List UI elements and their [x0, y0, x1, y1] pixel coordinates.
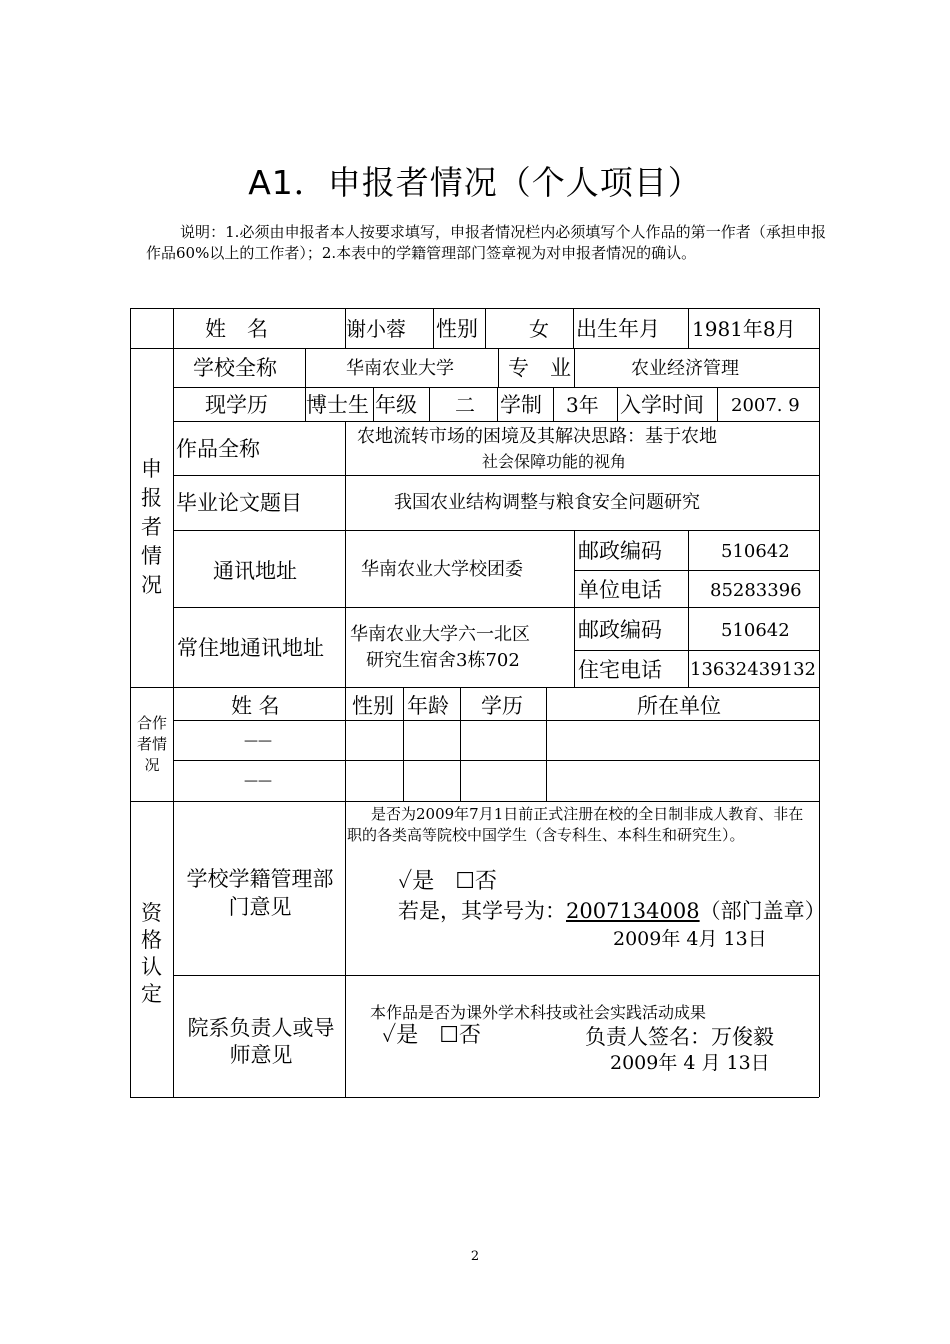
name-label: 姓 名 — [205, 317, 268, 341]
thesis-title: 我国农业结构调整与粮食安全问题研究 — [394, 492, 700, 513]
check-icon[interactable]: ✓ — [382, 1023, 397, 1048]
coauthor-header-unit: 所在单位 — [637, 694, 721, 718]
home-address-line1: 华南农业大学六一北区 — [350, 624, 530, 645]
zip-label: 邮政编码 — [578, 539, 662, 563]
education-value: 博士生 — [306, 393, 369, 417]
birth-label: 出生年月 — [576, 317, 660, 341]
work-title-label: 作品全称 — [176, 437, 260, 461]
grade-label: 年级 — [375, 393, 417, 417]
coauthor-row-1-name: —— — [244, 733, 272, 749]
thesis-label: 毕业论文题目 — [176, 491, 302, 515]
enroll-value: 2007. 9 — [731, 395, 800, 416]
school-name: 华南农业大学 — [346, 358, 454, 379]
check-icon[interactable]: ✓ — [398, 869, 413, 894]
duration-value: 3年 — [566, 393, 599, 417]
signature: 万俊毅 — [711, 1025, 774, 1049]
student-id-line: 若是，其学号为：2007134008（部门盖章） — [398, 899, 826, 923]
home-phone-label: 住宅电话 — [578, 658, 662, 682]
unit-phone-label: 单位电话 — [578, 578, 662, 602]
instructions-note: 说明：1.必须由申报者本人按要求填写，申报者情况栏内必须填写个人作品的第一作者（承担申报作品60%以上的工作者）；2.本表中的学籍管理部门签章视为对申报者情况的确认。 — [146, 223, 826, 262]
coauthor-row-2-name: —— — [244, 773, 272, 789]
home-address-label: 常住地通讯地址 — [177, 636, 324, 660]
birth-date: 1981年8月 — [692, 317, 796, 341]
advisor-question: 本作品是否为课外学术科技或社会实践活动成果 — [370, 1003, 707, 1022]
address-value: 华南农业大学校团委 — [361, 559, 523, 580]
advisor-opinion-options: ✓是 ☐否 — [382, 1023, 481, 1048]
school-question: 是否为2009年7月1日前正式注册在校的全日制非成人教育、非在职的各类高等院校中国学生（含专科生、本科生和研究生）。 — [347, 805, 804, 844]
duration-label: 学制 — [500, 393, 542, 417]
grade-value: 二 — [455, 393, 475, 417]
advisor-date: 2009年 4 月 13日 — [610, 1052, 770, 1074]
school-date: 2009年 4月 13日 — [613, 928, 767, 950]
unit-phone-value: 85283396 — [710, 580, 802, 601]
education-label: 现学历 — [205, 393, 268, 417]
applicant-section-label: 申报者情况 — [141, 457, 162, 597]
advisor-label: 院系负责人或导师意见 — [187, 1016, 335, 1067]
zip-value: 510642 — [721, 541, 790, 562]
gender-label: 性别 — [436, 317, 478, 341]
home-address-line2: 研究生宿舍3栋702 — [366, 650, 520, 671]
enroll-label: 入学时间 — [620, 393, 704, 417]
zip2-label: 邮政编码 — [578, 618, 662, 642]
school-dept-label: 学校学籍管理部门意见 — [186, 867, 334, 919]
page-number: 2 — [470, 1249, 480, 1264]
applicant-gender: 女 — [529, 317, 549, 341]
signature-line: 负责人签名：万俊毅 — [585, 1025, 774, 1049]
coauthor-header-age: 年龄 — [407, 694, 449, 718]
home-phone-value: 13632439132 — [690, 659, 816, 680]
school-opinion-options: ✓是 ☐否 — [398, 869, 497, 894]
page-title: A1．申报者情况（个人项目） — [248, 163, 702, 202]
coauthor-header-name: 姓 名 — [231, 694, 280, 718]
coauthor-section-label: 合作者情况 — [136, 714, 167, 774]
major-label: 专 业 — [508, 356, 571, 380]
student-id: 2007134008 — [566, 899, 700, 923]
address-label: 通讯地址 — [213, 559, 297, 583]
work-title-line2: 社会保障功能的视角 — [482, 452, 627, 471]
coauthor-header-education: 学历 — [481, 694, 523, 718]
empty-checkbox-icon[interactable]: ☐ — [455, 869, 475, 894]
school-label: 学校全称 — [193, 356, 277, 380]
applicant-name: 谢小蓉 — [346, 317, 406, 341]
zip2-value: 510642 — [721, 620, 790, 641]
work-title-line1: 农地流转市场的困境及其解决思路：基于农地 — [357, 426, 717, 447]
qualification-section-label: 资格认定 — [141, 901, 162, 1006]
coauthor-header-gender: 性别 — [352, 694, 394, 718]
empty-checkbox-icon[interactable]: ☐ — [439, 1023, 459, 1048]
major-value: 农业经济管理 — [631, 358, 739, 379]
